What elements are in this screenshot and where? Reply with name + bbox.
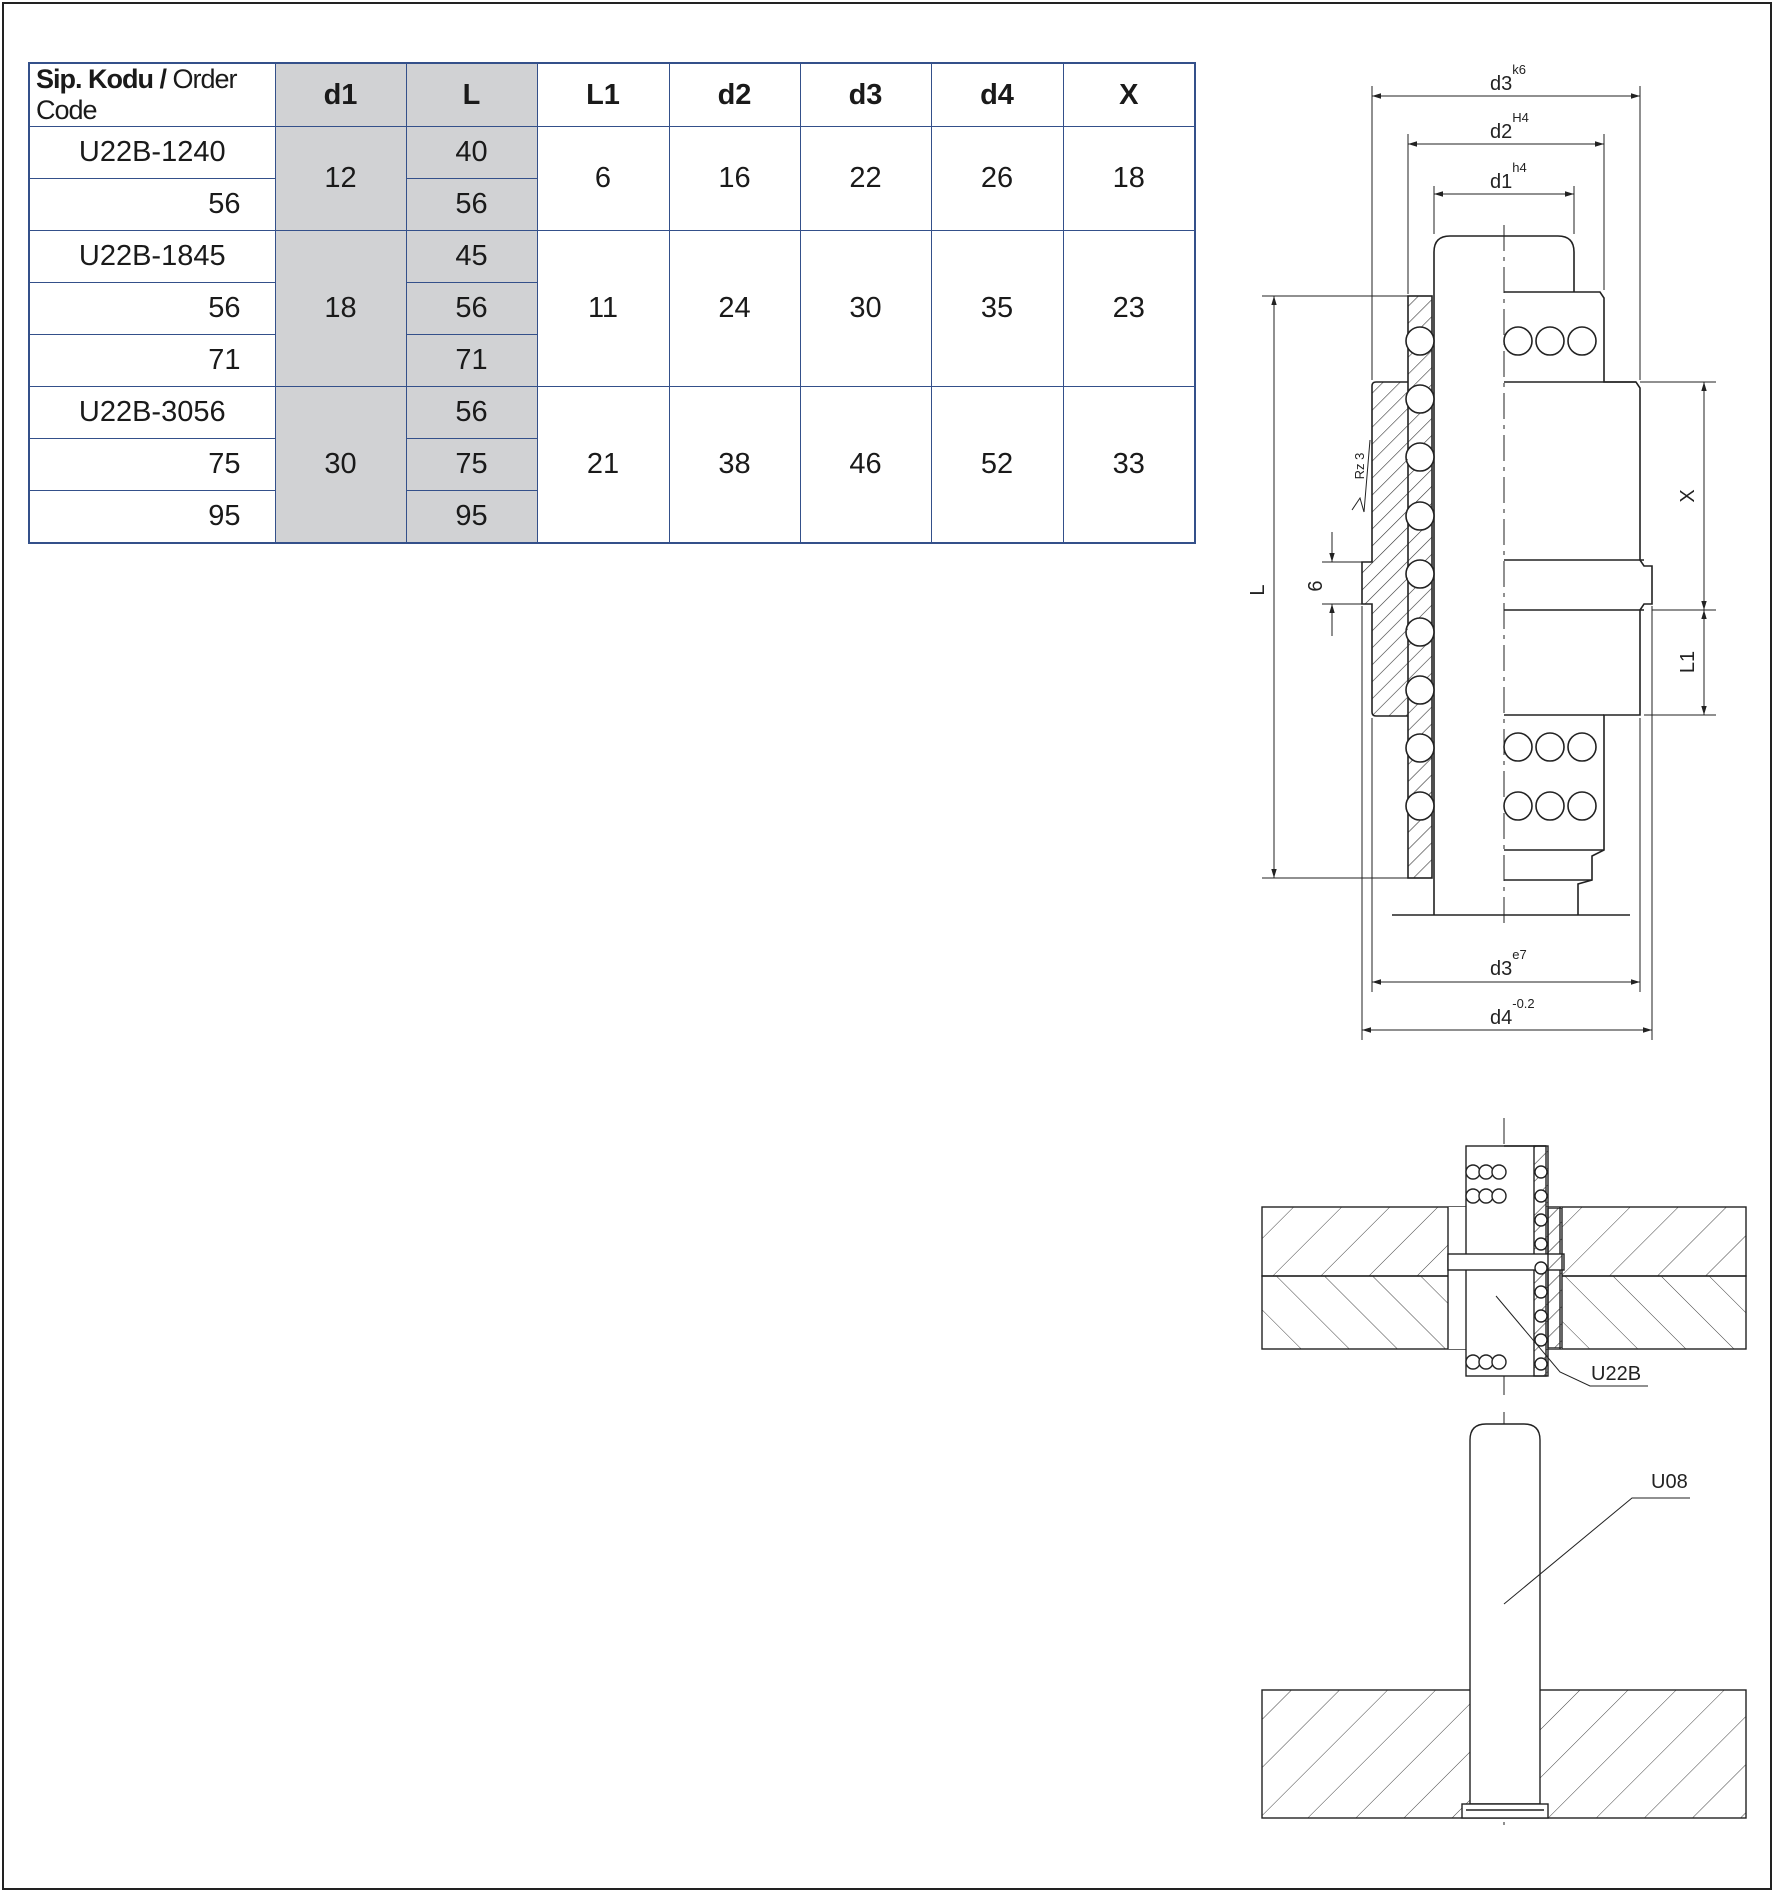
dimension-labels [1247, 62, 1699, 1029]
header-L1: L1 [537, 63, 669, 127]
d3-cell: 46 [800, 387, 931, 544]
X-cell: 23 [1063, 231, 1195, 387]
d1-cell: 30 [275, 387, 406, 544]
dim-d1-label: $d1^{h4}$ [1490, 160, 1527, 193]
label-u08: U08 [1651, 1471, 1688, 1493]
L-cell: 56 [406, 387, 537, 439]
header-d4: d4 [931, 63, 1063, 127]
L-cell: 71 [406, 335, 537, 387]
header-d1: d1 [275, 63, 406, 127]
L1-cell: 11 [537, 231, 669, 387]
L-cell: 56 [406, 283, 537, 335]
X-cell: 33 [1063, 387, 1195, 544]
dim-6-label: 6 [1305, 580, 1327, 592]
d1-cell: 18 [275, 231, 406, 387]
header-X: X [1063, 63, 1195, 127]
order-code-cell: 71 [29, 335, 275, 387]
order-code-cell: 75 [29, 439, 275, 491]
order-code-cell: U22B-1240 [29, 127, 275, 179]
header-L: L [406, 63, 537, 127]
bushing-section-view [1362, 225, 1652, 925]
dim-d2-label: $d2^{H4}$ [1490, 110, 1529, 143]
header-d2: d2 [669, 63, 800, 127]
outer-sleeve [1362, 382, 1408, 716]
d4-cell: 26 [931, 127, 1063, 231]
X-cell: 18 [1063, 127, 1195, 231]
L-cell: 75 [406, 439, 537, 491]
d2-cell: 24 [669, 231, 800, 387]
L-cell: 45 [406, 231, 537, 283]
L-cell: 56 [406, 179, 537, 231]
ball-cage-bottom-right [1504, 733, 1596, 820]
order-code-cell: 56 [29, 179, 275, 231]
L1-cell: 21 [537, 387, 669, 544]
header-d3: d3 [800, 63, 931, 127]
d4-cell: 35 [931, 231, 1063, 387]
roughness-label: Rz 3 [1352, 452, 1367, 480]
d4-cell: 52 [931, 387, 1063, 544]
dim-X-label: X [1677, 489, 1699, 503]
order-code-cell: U22B-3056 [29, 387, 275, 439]
header-order-code: Sip. Kodu / Order Code [29, 63, 275, 127]
d2-cell: 38 [669, 387, 800, 544]
order-code-cell: 56 [29, 283, 275, 335]
dim-L-label: L [1247, 584, 1269, 596]
label-u22b: U22B [1591, 1363, 1642, 1385]
order-code-cell: 95 [29, 491, 275, 544]
L1-cell: 6 [537, 127, 669, 231]
order-code-cell: U22B-1845 [29, 231, 275, 283]
dim-d3-bottom-label: $d3^{e7}$ [1490, 947, 1527, 980]
dim-d3-top-label: $d3^{k6}$ [1490, 62, 1526, 95]
dimension-lines [1262, 86, 1716, 1040]
ball-cage-top-right [1504, 327, 1596, 355]
d3-cell: 30 [800, 231, 931, 387]
dim-L1-label: L1 [1677, 650, 1699, 674]
L-cell: 95 [406, 491, 537, 544]
L-cell: 40 [406, 127, 537, 179]
assembly-view [1262, 1118, 1746, 1395]
ball-column-left [1406, 327, 1434, 820]
d3-cell: 22 [800, 127, 931, 231]
d2-cell: 16 [669, 127, 800, 231]
dim-d4-label: $d4^{-0.2}$ [1490, 996, 1535, 1029]
d1-cell: 12 [275, 127, 406, 231]
